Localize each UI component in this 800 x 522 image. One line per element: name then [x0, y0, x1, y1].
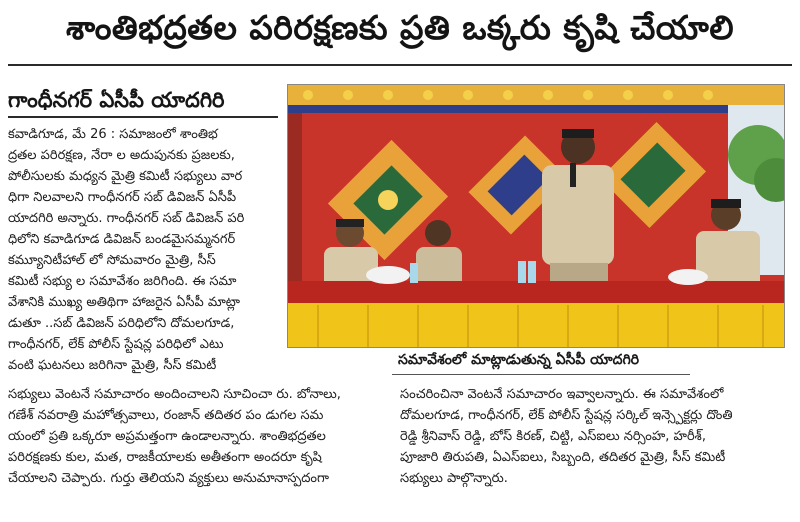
body-line: సభ్యులు పాల్గొన్నారు. — [400, 471, 508, 486]
body-line: గణేశ్ నవరాత్రి మహోత్సవాలు, రంజాన్ తదితర పం డుగల సమ — [8, 408, 324, 423]
headline-rule — [8, 64, 792, 66]
caption-rule — [392, 374, 690, 375]
body-line: కమ్యూనిటీహాల్ లో సోమవారం మైత్రి, సీస్ — [8, 253, 216, 268]
body-line: చేయాలని చెప్పారు. గుర్తు తెలియని వ్యక్తులు అనుమానాస్పదంగా — [8, 471, 329, 486]
body-line: డుతూ ..సబ్ డివిజన్ పరిధిలోని దోమలగూడ, — [8, 316, 235, 331]
body-line: యంలో ప్రతి ఒక్కరూ అప్రమత్తంగా ఉండాలన్నారు. శాంతిభద్రతల — [8, 429, 326, 444]
body-line: ధిలోని కవాడిగూడ డివిజన్ బండమైసమ్మనగర్ — [8, 232, 236, 247]
body-line: సంచరించినా వెంటనే సమాచారం ఇవ్వాలన్నారు. ఈ సమావేశంలో — [400, 387, 724, 402]
water-bottle — [518, 261, 526, 283]
body-line: ద్రతల పరిరక్షణ, నేరా ల అదుపునకు ప్రజలకు, — [8, 148, 235, 163]
microphone — [570, 163, 576, 187]
byline-rule — [8, 116, 278, 118]
body-line: పోలీసులకు మధ్యన మైత్రి కమిటీ సభ్యులు వార — [8, 169, 243, 184]
body-line: కమిటీ సభ్యు ల సమావేశం జరిగింది. ఈ సమా — [8, 274, 237, 289]
cap-on-table — [366, 266, 410, 284]
table-skirt — [288, 303, 784, 347]
body-line: యాదగిరి అన్నారు. గాంధీనగర్ సబ్ డివిజన్ పరి — [8, 211, 245, 226]
headline: శాంతిభద్రతల పరిరక్షణకు ప్రతి ఒక్కరు కృషి చేయాలి — [65, 8, 735, 47]
body-line: గాంధీనగర్, లేక్ పోలీస్ స్టేషన్ల పరిధిలో ఎటు — [8, 337, 224, 352]
body-line: రెడ్డి శ్రీనివాస్ రెడ్డి, బోస్ కిరణ్, చిట్టి, ఎస్ఐలు నర్సింహ, హరీశ్, — [400, 429, 706, 444]
body-line: దోమలగూడ, గాంధీనగర్, లేక్ పోలీస్ స్టేషన్ల సర్కిల్ ఇన్స్పెక్టర్లు దొంతి — [400, 408, 733, 423]
body-line: వేశానికి ముఖ్య అతిథిగా హాజరైన ఏసీపీ మాట్లా — [8, 295, 240, 310]
byline: గాంధీనగర్ ఏసీపీ యాదగిరి — [8, 88, 225, 112]
body-line: కవాడిగూడ, మే 26 : సమాజంలో శాంతిభ — [8, 127, 218, 142]
body-line: సభ్యులు వెంటనే సమాచారం అందించాలని సూచించా రు. బోనాలు, — [8, 387, 341, 402]
body-line: వంటి ఘటనలు జరిగినా మైత్రి, సీస్ కమిటీ — [8, 358, 217, 373]
water-bottle — [410, 263, 418, 283]
cap-on-table — [668, 269, 708, 285]
body-line: పూజారి తిరుపతి, ఏఎస్ఐలు, సిబ్బంది, తదితర మైత్రి, సీస్ కమిటీ — [400, 450, 726, 465]
body-line: ధిగా నిలవాలని గాంధీనగర్ సబ్ డివిజన్ ఏసీపీ — [8, 190, 237, 205]
table-cloth — [288, 281, 784, 305]
body-line: పరిరక్షణకు కుల, మత, రాజకీయాలకు అతీతంగా అందరూ కృషి — [8, 450, 322, 465]
news-photo — [287, 84, 785, 348]
photo-caption: సమావేశంలో మాట్లాడుతున్న ఏసీపీ యాదగిరి — [398, 352, 640, 368]
water-bottle — [528, 261, 536, 283]
